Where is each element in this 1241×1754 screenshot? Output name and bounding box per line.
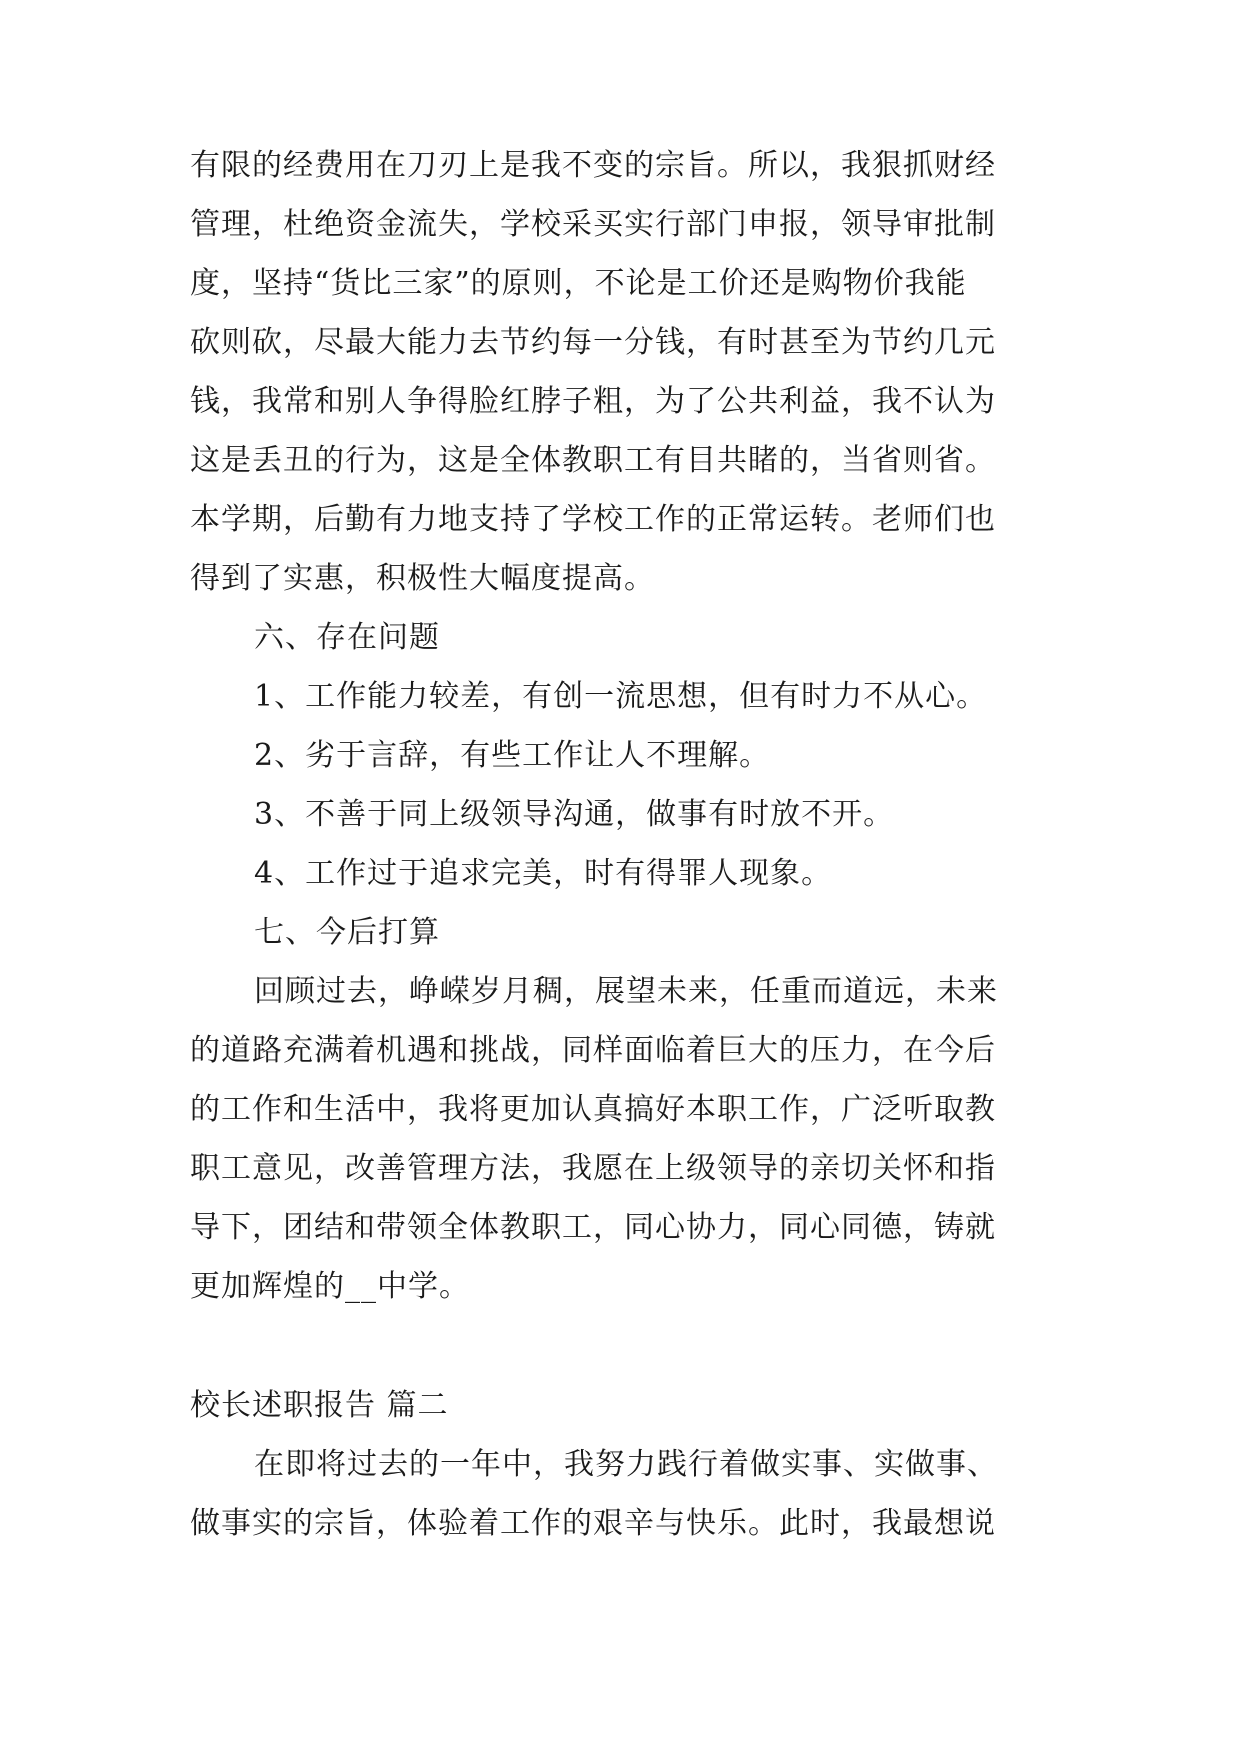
body-text-line: 砍则砍，尽最大能力去节约每一分钱，有时甚至为节约几元 bbox=[190, 325, 996, 360]
list-item: 2、劣于言辞，有些工作让人不理解。 bbox=[254, 738, 771, 773]
article-title: 校长述职报告 篇二 bbox=[190, 1388, 449, 1423]
body-text-line: 更加辉煌的__中学。 bbox=[190, 1269, 470, 1304]
section-heading-problems: 六、存在问题 bbox=[254, 620, 440, 655]
list-item: 4、工作过于追求完美，时有得罪人现象。 bbox=[254, 856, 833, 891]
body-text-line: 的工作和生活中，我将更加认真搞好本职工作，广泛听取教 bbox=[190, 1092, 996, 1127]
body-text-line: 职工意见，改善管理方法，我愿在上级领导的亲切关怀和指 bbox=[190, 1151, 996, 1186]
body-text-line: 管理，杜绝资金流失，学校采买实行部门申报，领导审批制 bbox=[190, 207, 996, 242]
body-text-line: 有限的经费用在刀刃上是我不变的宗旨。所以，我狠抓财经 bbox=[190, 148, 996, 183]
list-item: 3、不善于同上级领导沟通，做事有时放不开。 bbox=[254, 797, 895, 832]
body-text-line: 这是丢丑的行为，这是全体教职工有目共睹的，当省则省。 bbox=[190, 443, 996, 478]
body-text-line: 得到了实惠，积极性大幅度提高。 bbox=[190, 561, 655, 596]
body-text-line: 钱，我常和别人争得脸红脖子粗，为了公共利益，我不认为 bbox=[190, 384, 996, 419]
body-text-line: 做事实的宗旨，体验着工作的艰辛与快乐。此时，我最想说 bbox=[190, 1506, 996, 1541]
body-text-line: 导下，团结和带领全体教职工，同心协力，同心同德，铸就 bbox=[190, 1210, 996, 1245]
body-text-line: 本学期，后勤有力地支持了学校工作的正常运转。老师们也 bbox=[190, 502, 996, 537]
body-text-line: 回顾过去，峥嵘岁月稠，展望未来，任重而道远，未来 bbox=[254, 974, 998, 1009]
list-item: 1、工作能力较差，有创一流思想，但有时力不从心。 bbox=[254, 679, 988, 714]
section-heading-plans: 七、今后打算 bbox=[254, 915, 440, 950]
body-text-line: 在即将过去的一年中，我努力践行着做实事、实做事、 bbox=[254, 1447, 998, 1482]
body-text-line: 的道路充满着机遇和挑战，同样面临着巨大的压力，在今后 bbox=[190, 1033, 996, 1068]
body-text-line: 度，坚持“货比三家”的原则，不论是工价还是购物价我能 bbox=[190, 266, 967, 301]
